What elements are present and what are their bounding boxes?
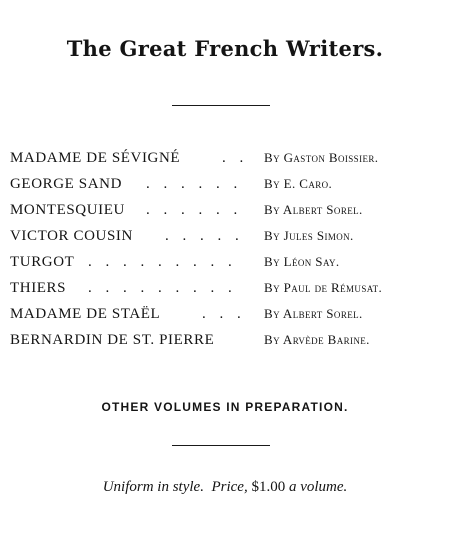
list-item	[10, 301, 440, 327]
writer-subject: TURGOT	[10, 254, 75, 270]
writer-subject: VICTOR COUSIN	[10, 228, 133, 244]
list-item	[10, 197, 440, 223]
writer-author: By Albert Sorel.	[264, 202, 363, 217]
leader-dots: . .	[222, 150, 249, 166]
style-note: Uniform in style.	[102, 479, 204, 495]
bottom-divider	[172, 445, 270, 446]
list-item	[10, 275, 440, 301]
list-item	[10, 249, 440, 275]
leader-dots: . . . . . . . . .	[88, 254, 237, 270]
page-title: The Great French Writers.	[66, 36, 384, 61]
writer-author: By E. Caro.	[264, 176, 333, 191]
writer-author: By Léon Say.	[264, 254, 340, 269]
writer-subject: MADAME DE SÉVIGNÉ	[10, 150, 181, 166]
writer-subject: THIERS	[10, 280, 67, 296]
price-label: Price,	[211, 479, 248, 495]
writer-author: By Arvède Barine.	[264, 332, 370, 347]
list-item	[10, 171, 440, 197]
price-footer	[0, 479, 450, 496]
preparation-note: OTHER VOLUMES IN PREPARATION.	[101, 400, 349, 414]
leader-dots: . . . . . .	[146, 176, 243, 192]
leader-dots: . . .	[202, 306, 246, 322]
writer-author: By Albert Sorel.	[264, 306, 363, 321]
writers-list	[10, 145, 440, 353]
price-unit: a volume.	[288, 479, 348, 495]
writer-subject: MADAME DE STAËL	[10, 306, 161, 322]
writer-subject: MONTESQUIEU	[10, 202, 125, 218]
leader-dots: . . . . .	[165, 228, 244, 244]
list-item	[10, 145, 440, 171]
leader-dots: . . . . . .	[146, 202, 243, 218]
leader-dots: . . . . . . . . .	[88, 280, 237, 296]
writer-author: By Gaston Boissier.	[264, 150, 379, 165]
writer-author: By Jules Simon.	[264, 228, 354, 243]
writer-subject: BERNARDIN DE ST. PIERRE	[10, 332, 215, 348]
list-item	[10, 327, 440, 353]
list-item	[10, 223, 440, 249]
price-value: $1.00	[251, 479, 286, 495]
writer-subject: GEORGE SAND	[10, 176, 123, 192]
top-divider	[172, 105, 270, 106]
writer-author: By Paul de Rémusat.	[264, 280, 383, 295]
